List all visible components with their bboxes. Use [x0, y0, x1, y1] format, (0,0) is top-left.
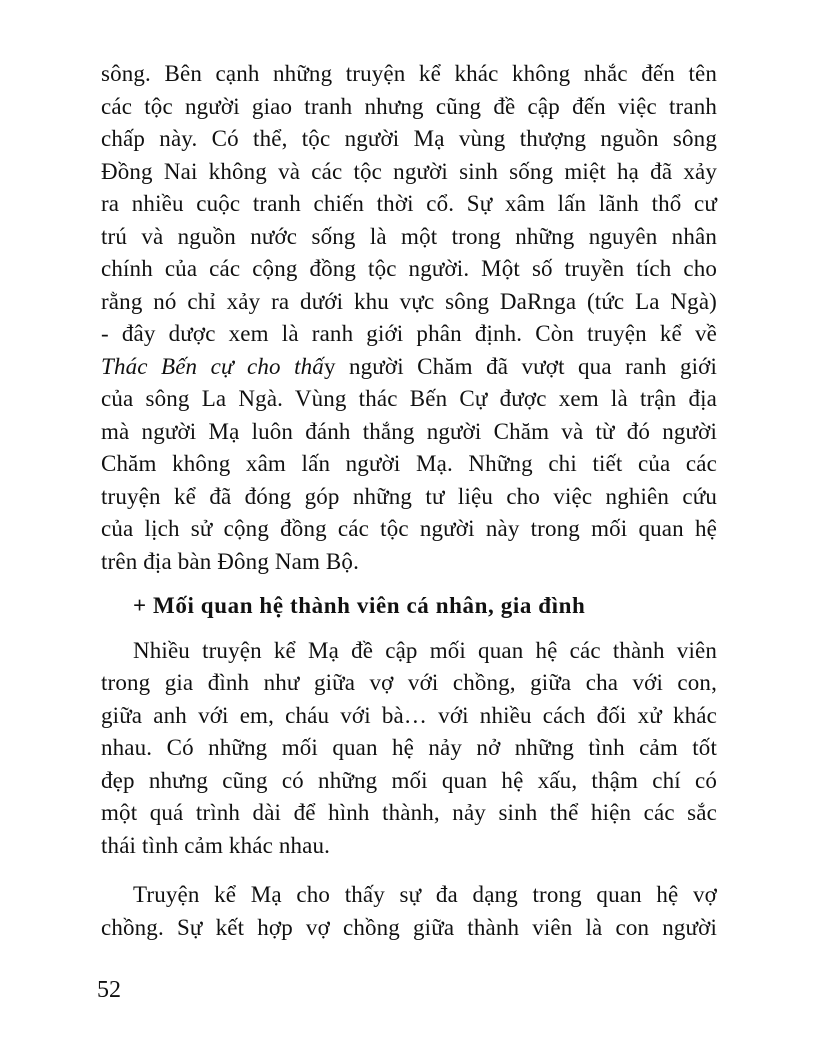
text-line: các tộc người giao tranh nhưng cũng đề cập đến việc tranh [101, 93, 717, 119]
text-line-with-italic-title [101, 351, 717, 384]
text-line: Truyện kể Mạ cho thấy sự đa dạng trong quan hệ vợ [133, 882, 717, 907]
paragraph-1 [101, 58, 717, 578]
italic-story-title: Thác Bến cự cho thấ [101, 353, 324, 379]
text-line: của sông La Ngà. Vùng thác Bến Cự được xem là trận địa [101, 386, 717, 411]
text-line: giữa anh với em, cháu với bà… với nhiều cách đối xử khác [101, 702, 717, 728]
text-line: trong gia đình như giữa vợ với chồng, giữa cha với con, [101, 670, 717, 695]
text-line: đẹp nhưng cũng có những mối quan hệ xấu, thậm chí có [101, 767, 717, 793]
text-line: thái tình cảm khác nhau. [101, 832, 331, 858]
paragraph-2 [101, 635, 717, 863]
text-line: - đây dược xem là ranh giới phân định. Còn truyện kể về [101, 321, 717, 346]
spacer [101, 862, 717, 879]
text-fragment: y người Chăm đã vượt qua ranh giới [323, 353, 717, 379]
text-line: trên địa bàn Đông Nam Bộ. [101, 548, 359, 574]
text-line: trú và nguồn nước sống là một trong những nguyên nhân [101, 223, 717, 249]
paragraph-3 [101, 879, 717, 944]
text-line: Chăm không xâm lấn người Mạ. Những chi tiết của các [101, 451, 717, 476]
text-line: chấp này. Có thể, tộc người Mạ vùng thượng nguồn sông [101, 126, 717, 151]
text-line: mà người Mạ luôn đánh thắng người Chăm và từ đó người [101, 418, 717, 444]
text-line: rằng nó chỉ xảy ra dưới khu vực sông DaRnga (tức La Ngà) [101, 288, 717, 314]
text-line: chồng. Sự kết hợp vợ chồng giữa thành viên là con người [101, 914, 717, 940]
section-heading: + Mối quan hệ thành viên cá nhân, gia đình [133, 593, 586, 618]
text-line: chính của các cộng đồng tộc người. Một số truyền tích cho [101, 256, 717, 281]
spacer [101, 578, 717, 590]
page-body [101, 58, 717, 944]
page-number: 52 [97, 977, 121, 1003]
text-line: một quá trình dài để hình thành, nảy sinh thể hiện các sắc [101, 800, 717, 825]
text-line: sông. Bên cạnh những truyện kể khác không nhắc đến tên [101, 61, 717, 86]
text-line: Đồng Nai không và các tộc người sinh sống miệt hạ đã xảy [101, 158, 717, 184]
text-line: nhau. Có những mối quan hệ nảy nở những tình cảm tốt [101, 735, 717, 760]
text-line: của lịch sử cộng đồng các tộc người này trong mối quan hệ [101, 516, 717, 541]
text-line: ra nhiều cuộc tranh chiến thời cổ. Sự xâm lấn lãnh thổ cư [101, 191, 717, 216]
text-line: truyện kể đã đóng góp những tư liệu cho việc nghiên cứu [101, 483, 717, 509]
spacer [101, 623, 717, 635]
text-line: Nhiều truyện kể Mạ đề cập mối quan hệ các thành viên [133, 637, 717, 663]
